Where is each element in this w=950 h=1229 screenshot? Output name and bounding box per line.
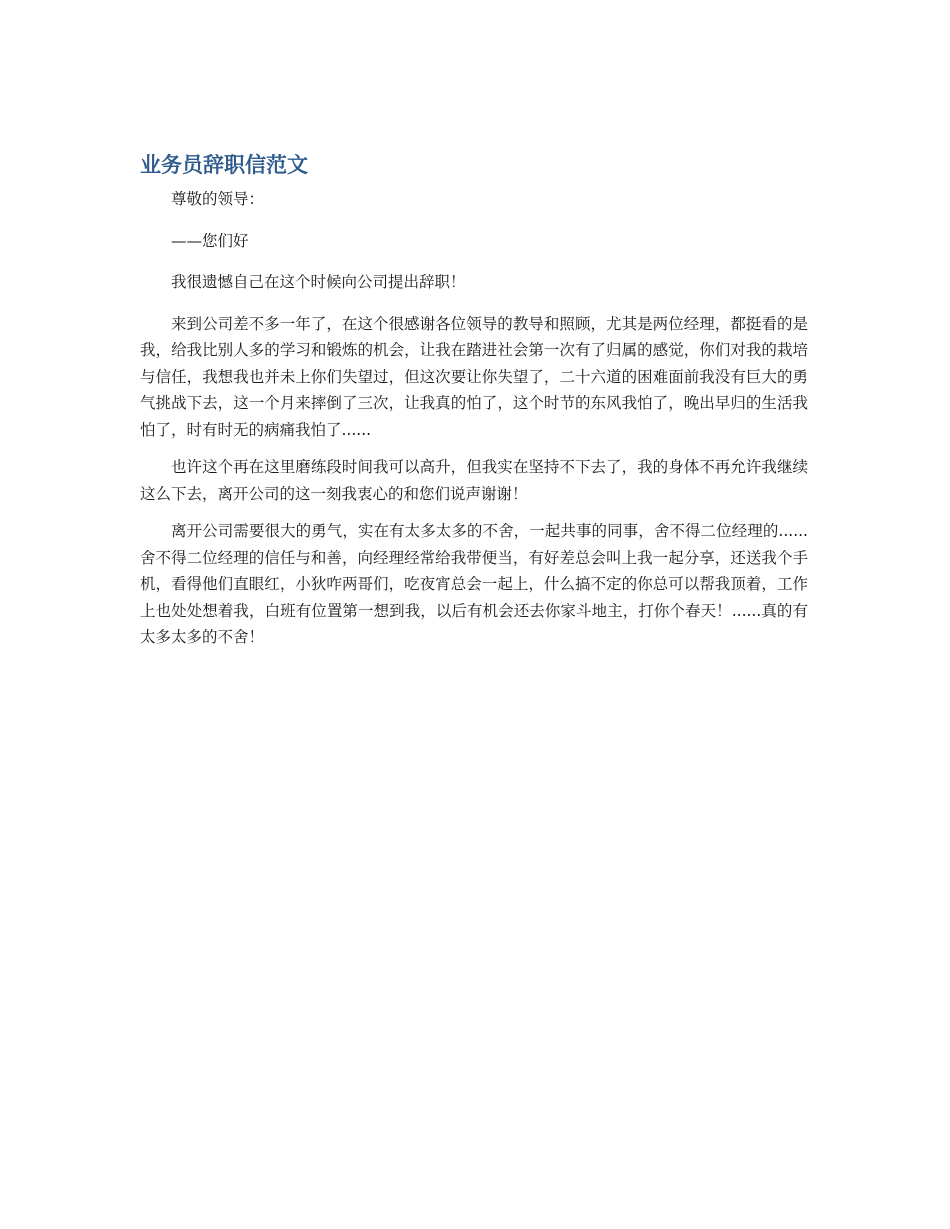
greeting: ——您们好 [171, 231, 249, 250]
paragraph-body-2: 也许这个再在这里磨练段时间我可以高升，但我实在坚持不下去了，我的身体不再允许我继续这么下去，离开公司的这一刻我衷心的和您们说声谢谢！ [140, 458, 808, 503]
paragraph-intro: 我很遗憾自己在这个时候向公司提出辞职！ [171, 273, 466, 291]
paragraph-body-3: 离开公司需要很大的勇气，实在有太多太多的不舍，一起共事的同事，舍不得二位经理的......舍不得二位经理的信任与和善，向经理经常给我带便当，有好差总会叫上我一起分享，还送我个手机，看得他们直眼红，小狄咋两哥们，吃夜宵总会一起上，什么搞不定的你总可以帮我顶着，工作上也处处想着我，白班有位置第一想到我，以后有机会还去你家斗地主，打你个春天！......真的有太多太多的不舍！ [140, 522, 808, 646]
paragraph-body-1: 来到公司差不多一年了，在这个很感谢各位领导的教导和照顾，尤其是两位经理，都挺看的是我，给我比别人多的学习和锻炼的机会，让我在踏进社会第一次有了归属的感觉，你们对我的栽培与信任，我想我也并未上你们失望过，但这次要让你失望了，二十六道的困难面前我没有巨大的勇气挑战下去，这一个月来摔倒了三次，让我真的怕了，这个时节的东风我怕了，晚出早归的生活我怕了，时有时无的病痛我怕了...... [140, 314, 808, 439]
document-title: 业务员辞职信范文 [140, 153, 308, 177]
salutation: 尊敬的领导： [171, 190, 265, 208]
document-page [140, 150, 808, 662]
